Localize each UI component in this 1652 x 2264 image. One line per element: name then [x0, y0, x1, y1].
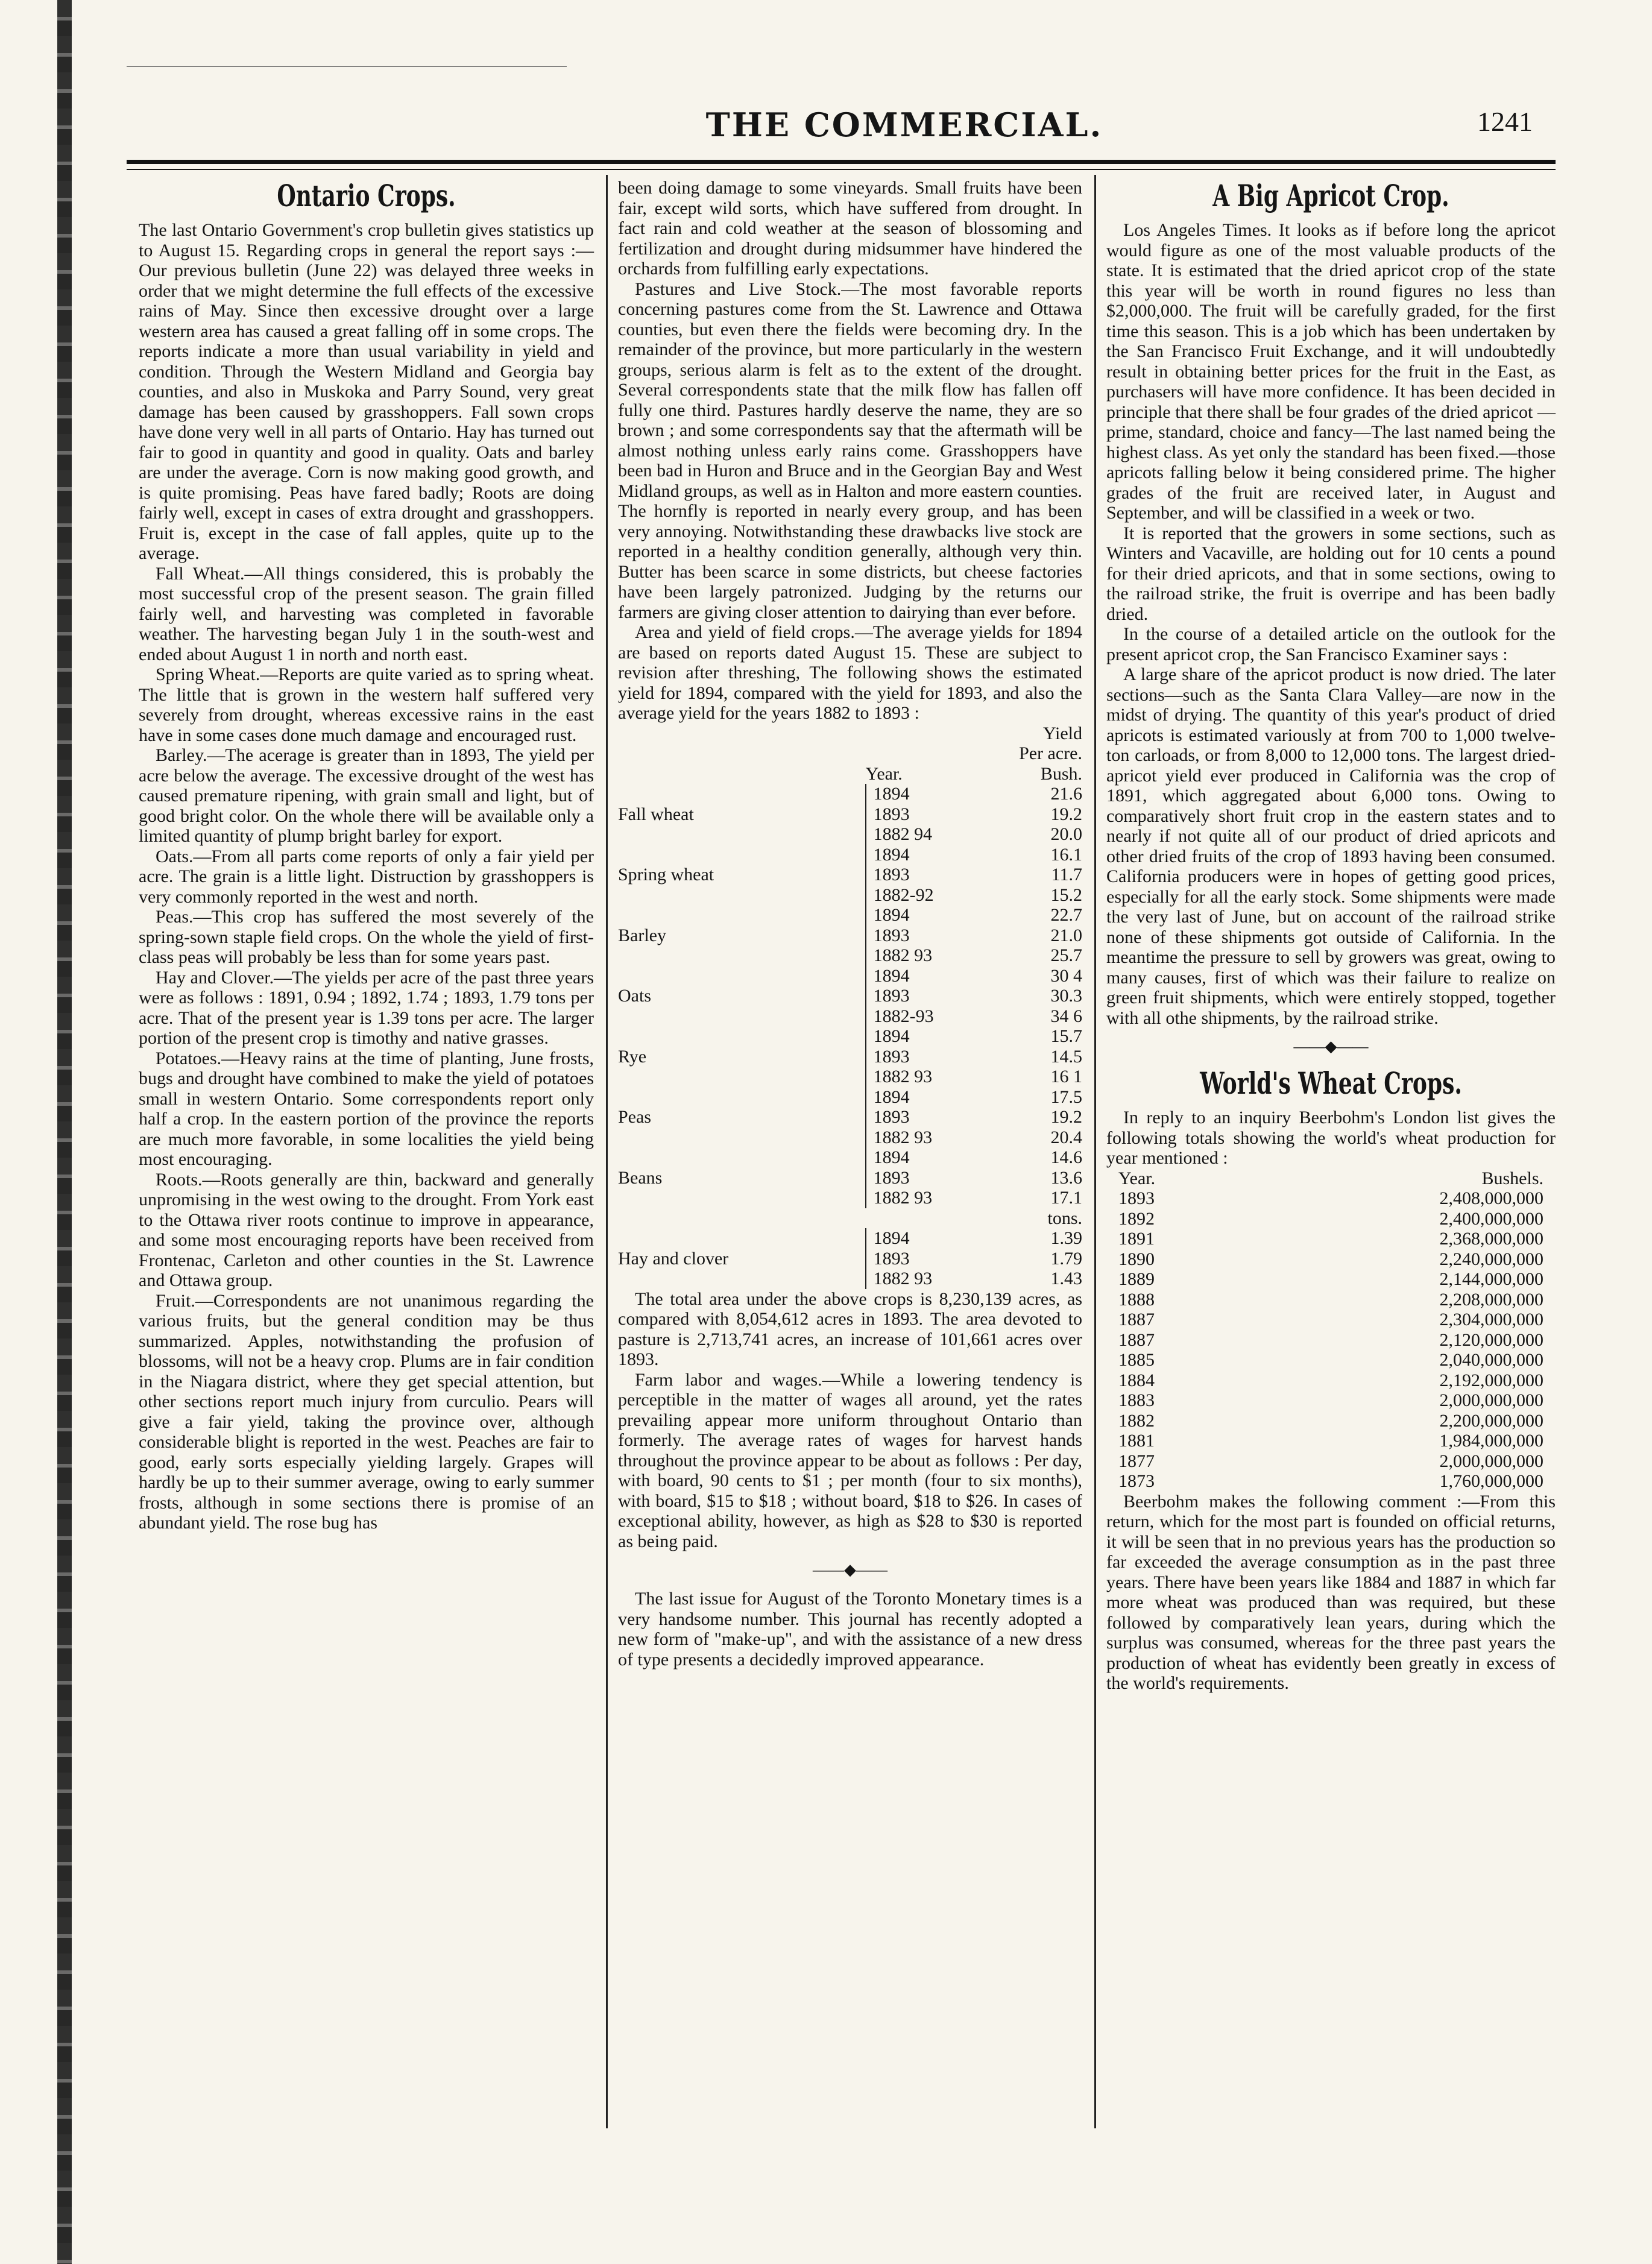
article-paragraph: It is reported that the growers in some sections, such as Winters and Vacaville, are holding out for 10 cents a pound for their dried apricots, and that in some sections, owing to the railroad strike, the fruit is overripe and has been badly dried.	[1106, 523, 1556, 624]
yield-header-label: Per acre.	[1019, 743, 1082, 763]
table-row	[1106, 1269, 1556, 1290]
article-paragraph: Oats.—From all parts come reports of only a fair yield per acre. The grain is a little light. Distruction by grasshoppers is very commonly reported in the west and north.	[139, 846, 594, 907]
bushels-cell: 1,984,000,000	[1439, 1431, 1543, 1451]
year-cell: 1893	[866, 986, 989, 1006]
bushels-cell: 2,040,000,000	[1439, 1350, 1543, 1370]
article-paragraph: Area and yield of field crops.—The average yields for 1894 are based on reports dated August 15. These are subject to revision after threshing, The following shows the estimated yield for 1894, compared with the yield for 1893, and also the average yield for the years 1882 to 1893 :	[618, 622, 1082, 723]
table-row	[1106, 1249, 1556, 1270]
year-cell: 1882 93	[866, 1188, 989, 1208]
bushels-cell: 2,000,000,000	[1439, 1451, 1543, 1471]
table-row	[618, 986, 1082, 1006]
year-cell: 1893	[866, 804, 989, 825]
yield-cell: 20.0	[1050, 824, 1082, 844]
column-2	[618, 178, 1082, 1670]
crop-spacer	[618, 1188, 866, 1208]
year-cell: 1882 93	[866, 1127, 989, 1148]
yield-cell: 22.7	[1050, 905, 1082, 925]
column-3	[1106, 178, 1556, 1694]
year-cell: 1873	[1118, 1471, 1155, 1491]
year-cell: 1890	[1118, 1249, 1155, 1269]
article-paragraph: Los Angeles Times. It looks as if before long the apricot would figure as one of the most valuable products of the state. It is estimated that the dried apricot crop of the state this year will be worth in round figures no less than $2,000,000. The fruit will be carefully graded, for the first time this season. This is a job which has been undertaken by the San Francisco Fruit Exchange, and it will undoubtedly result in obtaining better prices for the fruit in the East, as purchasers will have more confidence. It has been decided in principle that there shall be four grades of the dried apricot —prime, standard, choice and fancy—The last named being the highest class. As yet only the standard has been fixed.—those apricots falling below it being considered prime. The higher grades of the fruit are received later, in August and September, and will be classified in a week or two.	[1106, 220, 1556, 523]
wheat-heading: World's Wheat Crops.	[1200, 1065, 1462, 1101]
article-paragraph: In reply to an inquiry Beerbohm's London list gives the following totals showing the world's wheat production for year mentioned :	[1106, 1108, 1556, 1168]
yield-cell: 30.3	[1050, 986, 1082, 1006]
table-row	[618, 1147, 1082, 1168]
article-paragraph: Peas.—This crop has suffered the most severely of the spring-sown staple field crops. On the whole the yield of first-class peas will probably be less than for some years past.	[139, 907, 594, 967]
year-cell: 1894	[866, 1147, 989, 1168]
header-rule-thin	[127, 169, 1556, 170]
crop-spacer	[618, 905, 866, 925]
yield-cell: 1.39	[1050, 1228, 1082, 1248]
article-paragraph: Farm labor and wages.—While a lowering tendency is perceptible in the matter of wages all around, yet the rates prevailing appear more uniform throughout Ontario than formerly. The average rates of wages for harvest hands throughout the province appear to be about as follows : Per day, with board, 90 cents to $1 ; per month (four to six months), with board, $15 to $18 ; without board, $18 to $26. In cases of exceptional ability, however, as high as $28 to $30 is reported as being paid.	[618, 1369, 1082, 1551]
table-row	[618, 1269, 1082, 1289]
year-cell: 1894	[866, 1026, 989, 1047]
article-paragraph: Hay and Clover.—The yields per acre of the past three years were as follows : 1891, 0.94 ; 1892, 1.74 ; 1893, 1.79 tons per acre. That of the present year is 1.39 tons per acre. The larger portion of the present crop is timothy and native grasses.	[139, 967, 594, 1048]
table-row	[618, 945, 1082, 966]
table-row	[1106, 1330, 1556, 1351]
table-row	[618, 1188, 1082, 1208]
year-cell: 1894	[866, 845, 989, 865]
yield-cell: 25.7	[1050, 945, 1082, 965]
yield-cell: 19.2	[1050, 1107, 1082, 1127]
bushels-cell: 1,760,000,000	[1439, 1471, 1543, 1491]
table-row	[618, 1228, 1082, 1249]
year-cell: 1884	[1118, 1370, 1155, 1390]
year-cell: 1882 93	[866, 945, 989, 966]
table-row	[618, 1107, 1082, 1127]
page-number: 1241	[1477, 106, 1533, 137]
table-row	[618, 865, 1082, 885]
year-cell: 1888	[1118, 1289, 1155, 1310]
table-row	[618, 905, 1082, 925]
yield-cell: 15.2	[1050, 884, 1082, 905]
yield-table-header	[618, 764, 1082, 784]
toronto-note: The last issue for August of the Toronto Monetary times is a very handsome number. This journal has recently adopted a new form of "make-up", and with the assistance of a new dress of type presents a decidedly improved appearance.	[618, 1589, 1082, 1670]
table-row	[618, 1087, 1082, 1108]
bushels-cell: 2,144,000,000	[1439, 1269, 1543, 1289]
year-cell: 1893	[866, 925, 989, 946]
table-row	[618, 885, 1082, 906]
article-paragraph: Fruit.—Correspondents are not unanimous regarding the various fruits, but the general condition may be thus summarized. Apples, notwithstanding the profusion of blossoms, will not be a heavy crop. Plums are in fair condition in the Niagara district, where they get special attention, but other sections report much injury from curculio. Pears will give a fair yield, taking the province over, although considerable blight is reported in the west. Peaches are fair to good, early sorts especially yielding largely. Grapes will hardly be up to their summer average, owing to early summer frosts, although in some sections there is promise of an abundant yield. The rose bug has	[139, 1290, 594, 1533]
crop-spacer	[618, 1067, 866, 1087]
crop-spacer	[618, 1228, 866, 1249]
crop-name: Oats	[618, 986, 651, 1006]
table-row	[618, 966, 1082, 986]
bushels-cell: 2,200,000,000	[1439, 1410, 1543, 1431]
year-cell: 1893	[866, 1249, 989, 1269]
bushels-cell: 2,304,000,000	[1439, 1310, 1543, 1329]
year-cell: 1892	[1118, 1208, 1155, 1229]
table-row	[618, 1047, 1082, 1067]
bushels-cell: 2,000,000,000	[1439, 1390, 1543, 1410]
year-cell: 1891	[1118, 1229, 1155, 1249]
bushels-cell: 2,240,000,000	[1439, 1249, 1543, 1269]
yield-cell: 21.6	[1050, 784, 1082, 804]
table-row	[618, 925, 1082, 946]
yield-cell: 34 6	[1050, 1006, 1082, 1026]
table-row	[1106, 1310, 1556, 1330]
yield-cell: 21.0	[1050, 925, 1082, 945]
crop-spacer	[618, 966, 866, 986]
yield-cell: 17.1	[1050, 1188, 1082, 1208]
crop-name: Beans	[618, 1167, 663, 1188]
header-rule-thick	[127, 160, 1556, 164]
yield-cell: 11.7	[1051, 865, 1082, 884]
table-row	[618, 824, 1082, 845]
yield-header-label: Yield	[1043, 723, 1082, 743]
crop-spacer	[618, 885, 866, 906]
yield-cell: 14.5	[1050, 1046, 1082, 1067]
article-paragraph: In the course of a detailed article on the outlook for the present apricot crop, the San Francisco Examiner says :	[1106, 624, 1556, 664]
article-paragraph: Potatoes.—Heavy rains at the time of planting, June frosts, bugs and drought have combined to make the yield of potatoes small in western Ontario. Some correspondents report only half a crop. In the eastern portion of the province the reports are much more favorable, in some localities the yield being most encouraging.	[139, 1048, 594, 1169]
year-cell: 1882-92	[866, 885, 989, 906]
table-row	[618, 845, 1082, 865]
table-row	[1106, 1370, 1556, 1391]
yield-cell: 1.43	[1050, 1269, 1082, 1288]
table-row	[618, 1067, 1082, 1087]
year-cell: 1894	[866, 905, 989, 925]
crop-name: Spring wheat	[618, 865, 714, 884]
article-paragraph: been doing damage to some vineyards. Small fruits have been fair, except wild sorts, which have suffered from drought. In fact rain and cold weather at the season of blossoming and fertilization and drought during midsummer have hindered the orchards from fulfilling early expectations.	[618, 178, 1082, 279]
bushels-cell: 2,192,000,000	[1439, 1370, 1543, 1390]
yield-table-header	[618, 724, 1082, 744]
crop-name: Barley	[618, 925, 666, 945]
article-paragraph: The total area under the above crops is 8,230,139 acres, as compared with 8,054,612 acres in 1893. The area devoted to pasture is 2,713,741 acres, an increase of 101,661 acres over 1893.	[618, 1288, 1082, 1369]
article-paragraph: The last Ontario Government's crop bulletin gives statistics up to August 15. Regarding crops in general the report says :—Our previous bulletin (June 22) was delayed three weeks in order that we might determine the full effects of the excessive rains of May. Since then excessive drought over a large western area has caused a great falling off in some crops. The reports indicate a more than usual variability in yield and condition. Through the Western Midland and Georgia bay counties, and also in Muskoka and Parry Sound, very great damage has been caused by grasshoppers. Fall sown crops have done very well in all parts of Ontario. Hay has turned out fair to good in quantity and good in quality. Oats and barley are under the average. Corn is now making good growth, and is quite promising. Peas have fared badly; Roots are doing fairly well, except in cases of extra drought and grasshoppers. Fruit is, except in the case of fall apples, quite up to the average.	[139, 220, 594, 563]
article-paragraph: Pastures and Live Stock.—The most favorable reports concerning pastures come from the St. Lawrence and Ottawa counties, but even there the fields were becoming dry. In the remainder of the province, but more particularly in the western groups, serious alarm is felt as to the extent of the drought. Several correspondents state that the milk flow has fallen off fully one third. Pastures hardly deserve the name, they are so brown ; and some correspondents say that the aftermath will be almost nothing unless early rains come. Grasshoppers have been bad in Huron and Bruce and in the Georgian Bay and West Midland groups, as well as in Halton and more eastern counties. The hornfly is reported in nearly every group, and has been very annoying. Notwithstanding these drawbacks live stock are reported in a healthy condition generally, although very thin. Butter has been scarce in some districts, but cheese factories have been largely patronized. Judging by the returns our farmers are giving closer attention to dairying than ever before.	[618, 279, 1082, 622]
wheat-table-header	[1106, 1168, 1556, 1189]
section-ornament: ——◆——	[813, 1561, 887, 1578]
year-cell: 1893	[1118, 1188, 1155, 1208]
yield-cell: 14.6	[1050, 1147, 1082, 1167]
year-cell: 1877	[1118, 1451, 1155, 1471]
crop-name: Fall wheat	[618, 804, 694, 824]
crop-spacer	[618, 1269, 866, 1289]
yield-cell: 16.1	[1050, 844, 1082, 865]
year-cell: 1894	[866, 784, 989, 804]
year-cell: 1887	[1118, 1310, 1155, 1329]
yield-cell: 13.6	[1050, 1167, 1082, 1188]
crop-name: Rye	[618, 1046, 647, 1067]
crop-spacer	[618, 824, 866, 845]
table-row	[1106, 1229, 1556, 1249]
bush-header: Bush.	[1040, 763, 1082, 784]
year-cell: 1893	[866, 865, 989, 885]
bushels-cell: 2,120,000,000	[1439, 1329, 1543, 1350]
yield-cell: 16 1	[1050, 1067, 1082, 1086]
article-paragraph: Roots.—Roots generally are thin, backward and generally unpromising in the west owing to the drought. From York east to the Ottawa river roots continue to improve in appearance, and some most encouraging reports have been received from Frontenac, Carleton and other counties in the St. Lawrence and Ottawa group.	[139, 1169, 594, 1290]
table-row	[1106, 1431, 1556, 1451]
column-rule-1	[606, 175, 608, 2128]
bushels-cell: 2,400,000,000	[1439, 1208, 1543, 1229]
table-row	[1106, 1188, 1556, 1209]
crop-spacer	[618, 784, 866, 804]
bushels-cell: 2,408,000,000	[1439, 1188, 1543, 1208]
year-cell: 1893	[866, 1107, 989, 1127]
yield-table	[618, 724, 1082, 1289]
article-paragraph: Beerbohm makes the following comment :—From this return, which for the most part is founded on official returns, it will be seen that in no previous years has the production so far exceeded the average consumption as in the past three years. There have been years like 1884 and 1887 in which far more wheat was produced than was required, but these followed by comparatively lean years, during which the surplus was consumed, whereas for the three past years the production of wheat has evidently been greatly in excess of the world's requirements.	[1106, 1491, 1556, 1693]
table-row	[1106, 1209, 1556, 1229]
yield-table-header	[618, 743, 1082, 764]
table-row	[1106, 1290, 1556, 1310]
table-row	[1106, 1411, 1556, 1431]
year-cell: 1881	[1118, 1431, 1155, 1451]
year-cell: 1893	[866, 1047, 989, 1067]
year-cell: 1885	[1118, 1350, 1155, 1370]
yield-cell: 1.79	[1050, 1248, 1082, 1269]
year-cell: 1883	[1118, 1390, 1155, 1410]
table-row	[618, 1026, 1082, 1047]
table-row	[618, 1249, 1082, 1269]
table-row	[618, 784, 1082, 804]
crop-spacer	[618, 1127, 866, 1148]
apricot-heading: A Big Apricot Crop.	[1212, 178, 1449, 213]
yield-cell: 20.4	[1050, 1127, 1082, 1147]
year-cell: 1882 93	[866, 1269, 989, 1289]
section-ornament: ——◆——	[1293, 1038, 1369, 1055]
year-cell: 1882 94	[866, 824, 989, 845]
ontario-crops-heading: Ontario Crops.	[277, 178, 456, 213]
article-paragraph: Barley.—The acerage is greater than in 1893, The yield per acre below the average. The excessive drought of the west has caused premature ripening, with grain small and light, but of good bright color. On the whole there will be available only a limited quantity of plump bright barley for export.	[139, 745, 594, 846]
yield-cell: 15.7	[1050, 1026, 1082, 1046]
yield-cell: 19.2	[1050, 804, 1082, 824]
crop-spacer	[618, 1147, 866, 1168]
year-cell: 1882-93	[866, 1006, 989, 1027]
year-header: Year.	[865, 763, 903, 784]
year-cell: 1894	[866, 1087, 989, 1108]
bushels-cell: 2,368,000,000	[1439, 1229, 1543, 1249]
crop-spacer	[618, 1006, 866, 1027]
article-paragraph: A large share of the apricot product is now dried. The later sections—such as the Santa Clara Valley—are now in the midst of drying. The quantity of this year's product of dried apricots is estimated variously at from 700 to 1,000 twelve-ton carloads, or from 8,000 to 12,000 tons. The largest dried-apricot yield ever produced in California was the crop of 1891, which aggregated about 6,000 tons. Owing to comparatively short fruit crop in the eastern states and to nearly if not quite all of our product of dried apricots and other dried fruits of the crop of 1893 having been consumed. California producers were in hopes of getting good prices, especially for all the early stock. Some shipments were made the very last of June, but on account of the railroad strike none of these shipments got outside of California. In the meantime the pressure to sell by growers was great, owing to many causes, first of which was their failure to realize on green fruit shipments, which were entirely stopped, together with all othe shipments, by the railroad strike.	[1106, 664, 1556, 1028]
table-row	[1106, 1471, 1556, 1492]
crop-spacer	[618, 945, 866, 966]
crop-spacer	[618, 1087, 866, 1108]
masthead-title: THE COMMERCIAL.	[705, 106, 1103, 144]
crop-name: Hay and clover	[618, 1248, 729, 1269]
year-header: Year.	[1118, 1168, 1156, 1188]
bushels-header: Bushels.	[1481, 1168, 1543, 1188]
crop-name: Peas	[618, 1107, 651, 1127]
table-row	[618, 804, 1082, 825]
page-binding-edge	[57, 0, 72, 2264]
tons-label: tons.	[1047, 1208, 1082, 1228]
year-cell: 1887	[1118, 1329, 1155, 1350]
tons-row	[618, 1208, 1082, 1229]
table-row	[1106, 1350, 1556, 1370]
table-row	[1106, 1390, 1556, 1411]
table-row	[1106, 1451, 1556, 1472]
column-rule-2	[1094, 175, 1096, 2128]
year-cell: 1894	[866, 966, 989, 986]
crop-spacer	[618, 1026, 866, 1047]
year-cell: 1882 93	[866, 1067, 989, 1087]
yield-cell: 17.5	[1050, 1086, 1082, 1107]
table-row	[618, 1006, 1082, 1027]
bushels-cell: 2,208,000,000	[1439, 1289, 1543, 1310]
article-paragraph: Spring Wheat.—Reports are quite varied as to spring wheat. The little that is grown in the western half suffered very severely from drought, whereas excessive rains in the east have in some cases done much damage and encouraged rust.	[139, 664, 594, 745]
year-cell: 1894	[866, 1228, 989, 1249]
column-1	[139, 178, 594, 1533]
year-cell: 1889	[1118, 1269, 1155, 1289]
table-row	[618, 1127, 1082, 1148]
crop-spacer	[618, 845, 866, 865]
article-paragraph: Fall Wheat.—All things considered, this is probably the most successful crop of the present season. The grain filled fairly well, and harvesting was completed in favorable weather. The harvesting began July 1 in the south-west and ended about August 1 in north and north east.	[139, 563, 594, 664]
wheat-table	[1106, 1168, 1556, 1492]
yield-cell: 30 4	[1050, 965, 1082, 986]
year-cell: 1882	[1118, 1410, 1155, 1431]
year-cell: 1893	[866, 1168, 989, 1188]
top-rule	[127, 66, 567, 67]
table-row	[618, 1168, 1082, 1188]
